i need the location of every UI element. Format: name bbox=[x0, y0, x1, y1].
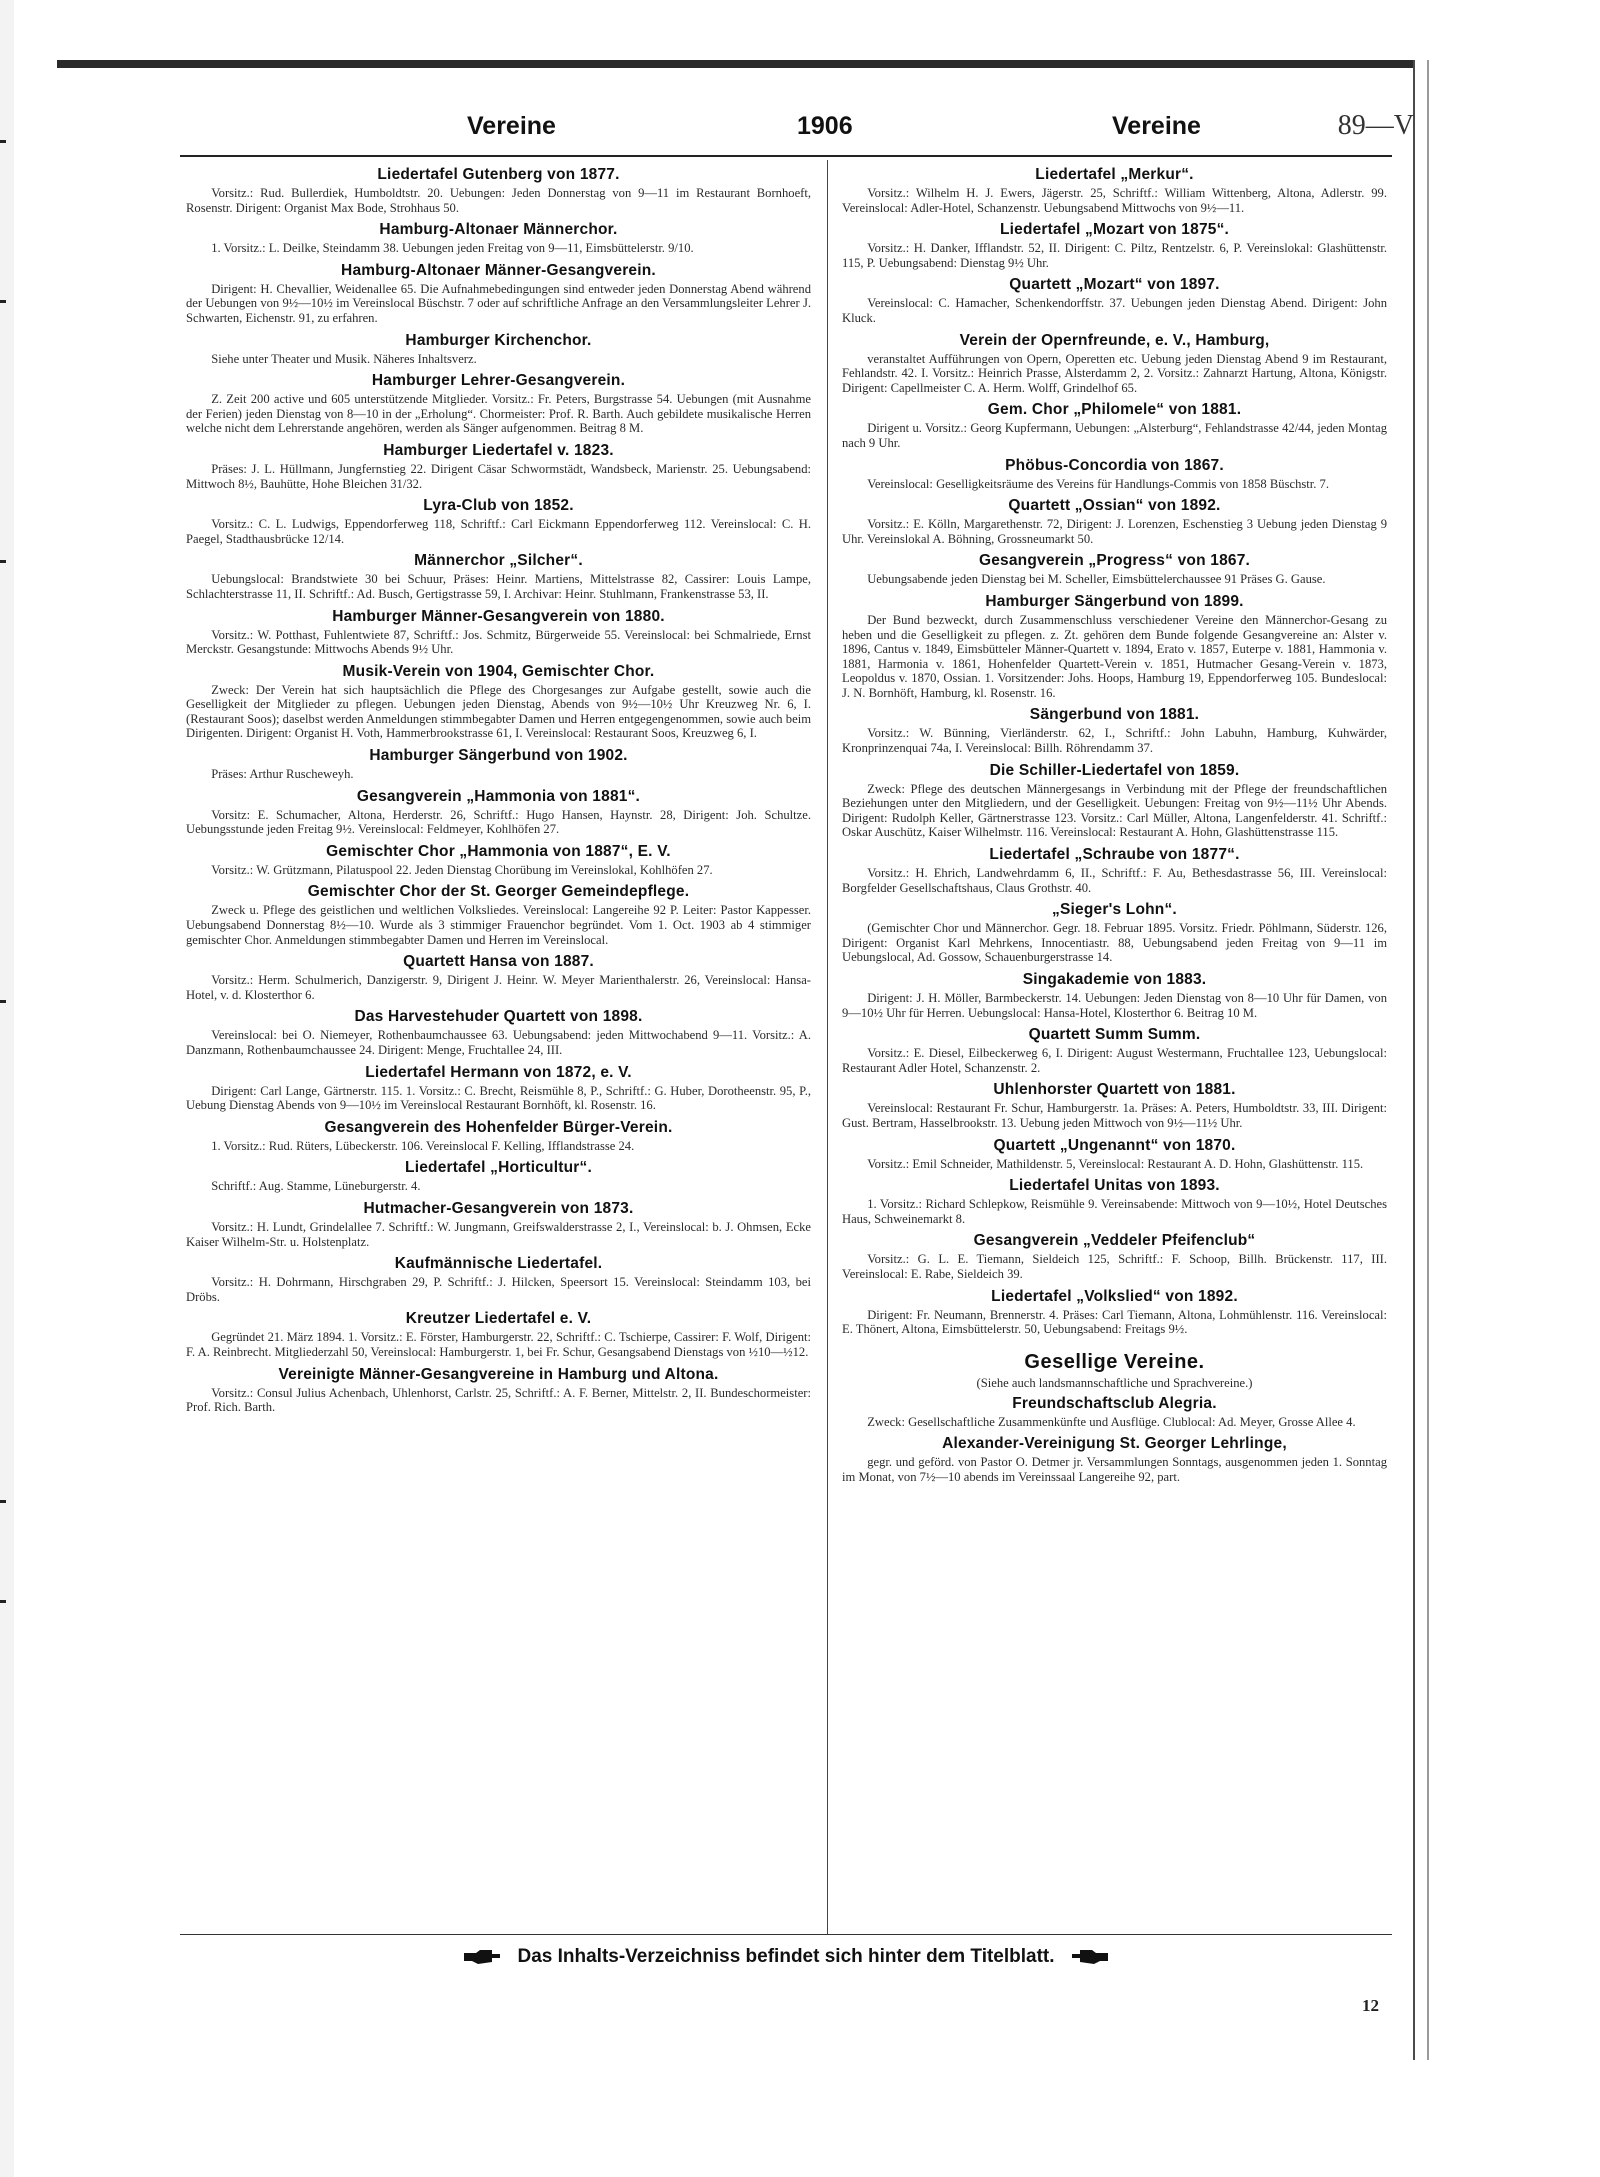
entry-title: Liedertafel Gutenberg von 1877. bbox=[377, 166, 620, 183]
entry-title: Hamburg-Altonaer Männerchor. bbox=[379, 221, 618, 239]
footer-note-text: Das Inhalts-Verzeichniss befindet sich hinter dem Titelblatt. bbox=[517, 1946, 1055, 1967]
directory-entry bbox=[842, 497, 1387, 546]
entry-title: Uhlenhorster Quartett von 1881. bbox=[993, 1081, 1236, 1099]
entry-body: Vorsitz.: H. Lundt, Grindelallee 7. Schriftf.: W. Jungmann, Greifswalderstrasse 2, I., Vereinslocal: b. J. Ohmsen, Ecke Kaiser Wilhelm-Str. u. Holstenplatz. bbox=[186, 1219, 811, 1249]
entry-body: Vorsitz.: C. L. Ludwigs, Eppendorferweg 118, Schriftf.: Carl Eickmann Eppendorferweg 112. Vereinslocal: C. H. Paegel, Stadthausbrücke 12/14. bbox=[186, 517, 811, 546]
bottom-rule bbox=[180, 1934, 1392, 1935]
scan-left-edge bbox=[0, 0, 14, 2177]
entry-body: Zweck: Pflege des deutschen Männergesangs in Verbindung mit der Pflege der freundschaftlichen Beziehungen unter den Mitgliedern, und der Geselligkeit. Uebungen: Freitag von 9½—11½ Uhr Abends. Dirigent: Rudolph Keller, Gärtnerstrasse 123. Vorsitz.: Carl Müller, Altona, Langenfelderstr. 41. Schriftf.: Oskar Auschütz, Kaiser Wilhelmstr. 116. Vereinslocal: Restaurant A. Hohn, Glashüttenstrasse 115. bbox=[842, 781, 1387, 840]
entry-title: Gesangverein „Hammonia von 1881“. bbox=[356, 787, 641, 805]
entry-body: 1. Vorsitz.: Rud. Rüters, Lübeckerstr. 106. Vereinslocal F. Kelling, Ifflandstrasse 24. bbox=[211, 1138, 635, 1153]
page-header bbox=[127, 112, 1422, 152]
entry-body: Vorsitz.: H. Danker, Ifflandstr. 52, II. Dirigent: C. Piltz, Rentzelstr. 6, P. Vereinslokal: Glashüttenstr. 115, P. Uebungsabend: Dienstag 9½ Uhr. bbox=[842, 241, 1387, 270]
entry-body: Vorsitz.: G. L. E. Tiemann, Sieldeich 125, Schriftf.: F. Schoop, Billh. Brückenstr. 117, III. Vereinslocal: E. Rabe, Sieldeich 39. bbox=[842, 1252, 1387, 1281]
header-year: 1906 bbox=[797, 112, 853, 140]
entry-title: Quartett „Ossian“ von 1892. bbox=[1008, 497, 1221, 515]
directory-entry bbox=[186, 843, 811, 878]
directory-entry bbox=[842, 1026, 1387, 1075]
directory-entry bbox=[842, 1395, 1387, 1430]
entry-body: Vorsitz.: Rud. Bullerdiek, Humboldtstr. 20. Uebungen: Jeden Donnerstag von 9—11 im Restaurant Bornhoeft, Rosenstr. Dirigent: Organist Max Bode, Strohhaus 50. bbox=[186, 186, 811, 215]
directory-entry bbox=[186, 332, 811, 367]
directory-entry bbox=[842, 552, 1387, 587]
entry-body: Siehe unter Theater und Musik. Näheres Inhaltsverz. bbox=[211, 351, 477, 366]
entry-title: Hamburger Lehrer-Gesangverein. bbox=[371, 372, 626, 390]
entry-title: Das Harvestehuder Quartett von 1898. bbox=[354, 1008, 643, 1026]
entry-body: Vorsitz.: E. Diesel, Eilbeckerweg 6, I. Dirigent: August Westermann, Fruchtallee 123, Uebungslocal: Restaurant Adler Hotel, Schanzenstr. 2. bbox=[842, 1046, 1387, 1075]
directory-entry bbox=[186, 788, 811, 837]
entry-body: Schriftf.: Aug. Stamme, Lüneburgerstr. 4. bbox=[211, 1179, 421, 1194]
entry-body: Vorsitz: E. Schumacher, Altona, Herderstr. 26, Schriftf.: Hugo Hansen, Haynstr. 28, Dirigent: Joh. Schultze. Uebungsstunde jeden Freitag 9½. Vereinslocal: Feldmeyer, Kohlhöfen 27. bbox=[186, 807, 811, 837]
entry-body: Vereinslocal: Geselligkeitsräume des Vereins für Handlungs-Commis von 1858 Büschstr. 7. bbox=[867, 476, 1330, 491]
entry-title: Freundschaftsclub Alegria. bbox=[1012, 1394, 1217, 1412]
entry-title: Kreutzer Liedertafel e. V. bbox=[405, 1310, 592, 1328]
right-column bbox=[842, 166, 1387, 1491]
directory-entry bbox=[842, 1137, 1387, 1172]
entry-title: Gesangverein „Veddeler Pfeifenclub“ bbox=[973, 1232, 1256, 1250]
entry-body: Vorsitz.: Emil Schneider, Mathildenstr. 5, Vereinslocal: Restaurant A. D. Hohn, Glashüttenstr. 115. bbox=[867, 1156, 1364, 1171]
entry-title: Singakademie von 1883. bbox=[1022, 971, 1207, 988]
header-rule bbox=[180, 155, 1392, 157]
entry-body: Vereinslocal: C. Hamacher, Schenkendorffstr. 37. Uebungen jeden Dienstag Abend. Dirigent: John Kluck. bbox=[842, 296, 1387, 325]
directory-entry bbox=[186, 442, 811, 491]
entry-title: Sängerbund von 1881. bbox=[1029, 706, 1200, 724]
entry-title: Gesangverein „Progress“ von 1867. bbox=[978, 552, 1251, 570]
directory-entry bbox=[186, 953, 811, 1002]
entry-title: Liedertafel „Schraube von 1877“. bbox=[989, 846, 1240, 864]
entry-body: Dirigent: Carl Lange, Gärtnerstr. 115. 1. Vorsitz.: C. Brecht, Reismühle 8, P., Schriftf.: G. Huber, Dorotheenstr. 95, P., Uebung Dienstag Abends von 9—10½ im Vereinslocal Restaurant Bornhöft, kl. Rosenstr. 16. bbox=[186, 1083, 811, 1113]
entry-body: Dirigent: Fr. Neumann, Brennerstr. 4. Präses: Carl Tiemann, Altona, Lohmühlenstr. 116. Vereinslocal: E. Thönert, Altona, Eimsbüttelerstr. 50, Uebungsabend: Freitags 9½. bbox=[842, 1307, 1387, 1337]
entry-body: Zweck: Der Verein hat sich hauptsächlich die Pflege des Chorgesanges zur Aufgabe gestellt, sowie auch die Geselligkeit der Mitglieder zu pflegen. Uebungen jeden Dienstag, Abends von 9½—10½ Uhr Kreuzweg Nr. 6, I. (Restaurant Soos); daselbst werden Anmeldungen stimmbegabter Damen und Herren entgegengenommen, sowie auch beim Dirigenten. Dirigent: Organist H. Voth, Hammerbrookstrasse 61, I. Vereinslocal: Restaurant Soos, Kreuzweg 6, I. bbox=[186, 682, 811, 741]
entry-body: Uebungslocal: Brandstwiete 30 bei Schuur, Präses: Heinr. Martiens, Mittelstrasse 82, Cassirer: Louis Lampe, Schlachterstrasse 11, II. Schriftf.: Ad. Busch, Gertigstrasse 59, I. Archivar: Heinr. Stuhlmann, Frankenstrasse 53, II. bbox=[186, 572, 811, 601]
directory-entry bbox=[842, 332, 1387, 396]
section-note: (Siehe auch landsmannschaftliche und Sprachvereine.) bbox=[976, 1375, 1253, 1390]
directory-entry bbox=[186, 1255, 811, 1304]
directory-entry bbox=[186, 166, 811, 215]
pointing-hand-icon bbox=[462, 1947, 502, 1967]
entry-title: Hamburger Sängerbund von 1902. bbox=[369, 747, 628, 765]
pointing-hand-icon bbox=[1070, 1947, 1110, 1967]
entry-body: Dirigent u. Vorsitz.: Georg Kupfermann, Uebungen: „Alsterburg“, Fehlandstrasse 42/44, jeden Montag nach 9 Uhr. bbox=[842, 421, 1387, 450]
directory-entry bbox=[186, 262, 811, 326]
directory-entry bbox=[842, 1288, 1387, 1337]
entry-body: Vorsitz.: H. Ehrich, Landwehrdamm 6, II., Schriftf.: F. Au, Bethesdastrasse 56, III. Vereinslocal: Borgfelder Gesellschaftshaus, Claus Grothstr. 40. bbox=[842, 866, 1387, 895]
directory-entry bbox=[842, 221, 1387, 270]
directory-entry bbox=[842, 166, 1387, 215]
entry-body: Vorsitz.: Wilhelm H. J. Ewers, Jägerstr. 25, Schriftf.: William Wittenberg, Altona, Adlerstr. 99. Vereinslocal: Adler-Hotel, Schanzenstr. Uebungsabend Mittwochs von 9½—11. bbox=[842, 186, 1387, 215]
directory-entry bbox=[842, 1435, 1387, 1484]
directory-entry bbox=[186, 552, 811, 601]
entry-title: Lyra-Club von 1852. bbox=[423, 497, 574, 515]
entry-body: Z. Zeit 200 active und 605 unterstützende Mitglieder. Vorsitz.: Fr. Peters, Burgstrasse 54. Uebungen (mit Ausnahme der Ferien) jeden Dienstag von 8—10 in der „Erholung“. Chormeister: Prof. R. Barth. Auch gebildete musikalische Herren welche nicht dem Lehrerstande angehören, werden als Sänger aufgenommen. Beitrag 8 M. bbox=[186, 392, 811, 436]
entry-body: Vorsitz.: W. Potthast, Fuhlentwiete 87, Schriftf.: Jos. Schmitz, Bürgerweide 55. Vereinslocal: bei Schmalriede, Ernst Merckstr. Gesangstunde: Mittwochs Abends 9½ Uhr. bbox=[186, 627, 811, 657]
entry-body: 1. Vorsitz.: Richard Schlepkow, Reismühle 9. Vereinsabende: Mittwoch von 9—10½, Hotel Deutsches Haus, Schweinemarkt 8. bbox=[842, 1197, 1387, 1226]
directory-entry bbox=[842, 1177, 1387, 1226]
entry-title: Liedertafel Unitas von 1893. bbox=[1009, 1177, 1220, 1195]
entry-body: Vorsitz.: E. Kölln, Margarethenstr. 72, Dirigent: J. Lorenzen, Eschenstieg 3 Uebung jeden Dienstag 9 Uhr. Vereinslokal A. Böhning, Grossneumarkt 50. bbox=[842, 517, 1387, 546]
directory-entry bbox=[186, 372, 811, 436]
entry-title: Hamburger Männer-Gesangverein von 1880. bbox=[332, 607, 665, 625]
entry-title: Musik-Verein von 1904, Gemischter Chor. bbox=[342, 662, 655, 680]
page-edge bbox=[1413, 60, 1429, 2060]
entry-title: Phöbus-Concordia von 1867. bbox=[1005, 456, 1224, 474]
entry-title: Verein der Opernfreunde, e. V., Hamburg, bbox=[959, 331, 1270, 349]
entry-title: Gemischter Chor „Hammonia von 1887“, E. V. bbox=[326, 842, 671, 860]
entry-body: Zweck: Gesellschaftliche Zusammenkünfte und Ausflüge. Clublocal: Ad. Meyer, Grosse Allee 4. bbox=[867, 1414, 1356, 1429]
entry-title: Hamburg-Altonaer Männer-Gesangverein. bbox=[341, 261, 656, 279]
directory-entry bbox=[186, 608, 811, 657]
directory-entry bbox=[186, 1008, 811, 1057]
entry-body: Vereinslocal: bei O. Niemeyer, Rothenbaumchaussee 63. Uebungsabend: jeden Mittwochabend 9—11. Vorsitz.: A. Danzmann, Rothenbaumchaussee 24. Dirigent: Menge, Fruchtallee 24, III. bbox=[186, 1028, 811, 1057]
entry-title: Quartett Summ Summ. bbox=[1028, 1026, 1201, 1044]
directory-entry bbox=[186, 1159, 811, 1194]
directory-entry bbox=[186, 883, 811, 947]
entry-title: Quartett „Ungenannt“ von 1870. bbox=[993, 1136, 1236, 1154]
column-divider bbox=[827, 160, 828, 1935]
entry-body: veranstaltet Aufführungen von Opern, Operetten etc. Uebung jeden Dienstag Abend 9 im Restaurant, Fehlandstr. 42. I. Vorsitz.: Heinrich Prasse, Alsterdamm 2, 2. Vorsitz.: Zahnarzt Hartung, Altona, Königstr. Dirigent: Capellmeister C. A. Herm. Wolff, Grindelhof 65. bbox=[842, 351, 1387, 395]
entry-title: Quartett „Mozart“ von 1897. bbox=[1009, 276, 1220, 294]
entry-title: Liedertafel „Mozart von 1875“. bbox=[999, 221, 1230, 239]
directory-entry bbox=[186, 747, 811, 782]
directory-entry bbox=[186, 1366, 811, 1415]
entry-title: Liedertafel „Volkslied“ von 1892. bbox=[991, 1287, 1238, 1305]
directory-entry bbox=[186, 1200, 811, 1249]
directory-entry bbox=[842, 1232, 1387, 1281]
entry-body: Vorsitz.: Herm. Schulmerich, Danzigerstr. 9, Dirigent J. Heinr. W. Meyer Marienthalerstr. 26, Vereinslocal: Hansa-Hotel, v. d. Klosterthor 6. bbox=[186, 973, 811, 1002]
entry-title: Quartett Hansa von 1887. bbox=[403, 953, 594, 971]
entry-title: Hutmacher-Gesangverein von 1873. bbox=[363, 1199, 634, 1217]
directory-entry bbox=[186, 497, 811, 546]
entry-title: Liedertafel „Horticultur“. bbox=[405, 1159, 592, 1177]
entry-body: Zweck u. Pflege des geistlichen und weltlichen Volksliedes. Vereinslocal: Langereihe 92 P. Leiter: Pastor Kappesser. Uebungsabend Donnerstag 8½—10. Wurde als 3 stimmiger Frauenchor begründet. Vom 1. Oct. 1903 ab 4 stimmiger gemischter Chor. Anmeldungen stimmbegabter Damen und Herren im Vereinslocal. bbox=[186, 903, 811, 947]
entry-body: Präses: J. L. Hüllmann, Jungfernstieg 22. Dirigent Cäsar Schwormstädt, Wandsbeck, Marienstr. 25. Uebungsabend: Mittwoch 8½, Bauhütte, Hohe Bleichen 31/32. bbox=[186, 461, 811, 491]
directory-entry bbox=[842, 706, 1387, 755]
directory-entry bbox=[186, 1119, 811, 1154]
directory-entry bbox=[842, 846, 1387, 895]
entry-body: Dirigent: H. Chevallier, Weidenallee 65. Die Aufnahmebedingungen sind entweder jeden Donnerstag Abend während der Uebungen von 9½—10½ im Vereinslocal Büschstr. 7 oder auf schriftliche Anfrage an den Versammlungsleiter Lehrer J. Schwarten, Eichenstr. 91, zu erfahren. bbox=[186, 281, 811, 325]
directory-entry bbox=[186, 1310, 811, 1359]
entry-title: Gesangverein des Hohenfelder Bürger-Verein. bbox=[324, 1118, 673, 1136]
directory-entry bbox=[842, 457, 1387, 492]
directory-entry bbox=[186, 1064, 811, 1113]
entry-body: Gegründet 21. März 1894. 1. Vorsitz.: E. Förster, Hamburgerstr. 22, Schriftf.: C. Tschierpe, Cassirer: F. Wolf, Dirigent: F. A. Reinbrecht. Mitgliederzahl 50, Vereinslocal: Hamburgerstr. 1, bei Fr. Schur, Gesangsabend Dienstags von ½10—½12. bbox=[186, 1330, 811, 1359]
entry-title: Kaufmännische Liedertafel. bbox=[394, 1255, 603, 1273]
header-left-title: Vereine bbox=[467, 112, 556, 140]
entry-title: Hamburger Kirchenchor. bbox=[405, 331, 592, 349]
entry-title: Gem. Chor „Philomele“ von 1881. bbox=[987, 401, 1242, 419]
entry-title: Hamburger Sängerbund von 1899. bbox=[985, 592, 1244, 610]
entry-body: Vorsitz.: H. Dohrmann, Hirschgraben 29, P. Schriftf.: J. Hilcken, Speersort 15. Vereinslocal: Steindamm 103, bei Dröbs. bbox=[186, 1275, 811, 1304]
entry-body: Vorsitz.: W. Grützmann, Pilatuspool 22. Jeden Dienstag Chorübung im Vereinslokal, Kohlhöfen 27. bbox=[211, 862, 713, 877]
directory-entry bbox=[842, 762, 1387, 840]
entry-title: Vereinigte Männer-Gesangvereine in Hamburg und Altona. bbox=[278, 1365, 719, 1383]
entry-body: gegr. und geförd. von Pastor O. Detmer jr. Versammlungen Sonntags, ausgenommen jeden 1. Sonntag im Monat, von 7½—10 abends im Vereinssaal Langereihe 92, part. bbox=[842, 1455, 1387, 1484]
header-right-title: Vereine bbox=[1112, 112, 1201, 140]
entry-title: „Sieger's Lohn“. bbox=[1052, 901, 1177, 919]
directory-entry bbox=[186, 221, 811, 256]
directory-entry bbox=[842, 593, 1387, 701]
entry-title: Männerchor „Silcher“. bbox=[414, 552, 583, 570]
entry-title: Hamburger Liedertafel v. 1823. bbox=[383, 441, 614, 459]
directory-entry bbox=[842, 276, 1387, 325]
page-number: 12 bbox=[1362, 1996, 1379, 2015]
directory-entry bbox=[186, 663, 811, 741]
directory-entry bbox=[842, 971, 1387, 1020]
footer-note bbox=[180, 1940, 1392, 1974]
directory-entry bbox=[842, 401, 1387, 450]
entry-body: Vorsitz.: Consul Julius Achenbach, Uhlenhorst, Carlstr. 25, Schriftf.: A. F. Berner, Mittelstr. 2, II. Bundeschormeister: Prof. Rich. Barth. bbox=[186, 1385, 811, 1415]
entry-title: Die Schiller-Liedertafel von 1859. bbox=[989, 761, 1240, 779]
directory-entry bbox=[842, 1081, 1387, 1130]
entry-body: Dirigent: J. H. Möller, Barmbeckerstr. 14. Uebungen: Jeden Dienstag von 8—10 Uhr für Damen, von 9—10½ Uhr für Herren. Uebungslocal: Hansa-Hotel, Klosterthor 6. Beitrag 10 M. bbox=[842, 991, 1387, 1020]
entry-title: Liedertafel „Merkur“. bbox=[1035, 166, 1194, 183]
entry-body: Der Bund bezweckt, durch Zusammenschluss verschiedener Vereine den Männerchor-Gesang zu heben und die Geselligkeit zu pflegen. z. Zt. gehören dem Bunde folgende Gesangvereine an: Alster v. 1896, Cantus v. 1849, Eimsbütteler Männer-Quartett v. 1894, Erato v. 1857, Euterpe v. 1881, Hammonia v. 1881, Harmonia v. 1861, Hohenfelder Quartett-Verein v. 1851, Hutmacher Gesang-Verein v. 1873, Leopoldus v. 1870, Ossian. 1. Vorsitzender: Johs. Hoops, Hamburg 19, Eppendorferweg 105. Bundeslocal: J. N. Bornhöft, Hamburg, kl. Rosenstr. 16. bbox=[842, 612, 1387, 700]
entry-title: Gemischter Chor der St. Georger Gemeindepflege. bbox=[307, 883, 690, 901]
entry-body: Uebungsabende jeden Dienstag bei M. Scheller, Eimsbüttelerchaussee 91 Präses G. Gause. bbox=[867, 572, 1326, 587]
header-page-ref: 89—V bbox=[1337, 110, 1414, 141]
entry-body: Präses: Arthur Ruscheweyh. bbox=[211, 767, 354, 782]
left-column bbox=[186, 166, 811, 1421]
entry-body: (Gemischter Chor und Männerchor. Gegr. 18. Februar 1895. Vorsitz. Friedr. Pöhlmann, Süderstr. 126, Dirigent: Organist Karl Mehrkens, Innocentiastr. 88, Uebungsabend jeden Freitag von 9—11 im Uebungslocal, Ad. Gossow, Schauenburgerstrasse 14. bbox=[842, 921, 1387, 965]
entry-body: Vereinslocal: Restaurant Fr. Schur, Hamburgerstr. 1a. Präses: A. Peters, Humboldtstr. 33, III. Dirigent: Gust. Bertram, Hasselbrookstr. 13. Uebung jeden Mittwoch von 9½—11½ Uhr. bbox=[842, 1101, 1387, 1130]
entry-title: Alexander-Vereinigung St. Georger Lehrlinge, bbox=[942, 1435, 1287, 1453]
entry-title: Liedertafel Hermann von 1872, e. V. bbox=[365, 1063, 632, 1081]
section-title: Gesellige Vereine. bbox=[1024, 1350, 1205, 1373]
entry-body: 1. Vorsitz.: L. Deilke, Steindamm 38. Uebungen jeden Freitag von 9—11, Eimsbüttelerstr. 9/10. bbox=[211, 241, 694, 256]
entry-body: Vorsitz.: W. Bünning, Vierländerstr. 62, I., Schriftf.: John Labuhn, Hamburg, Kuhwärder, Kronprinzenquai 74a, I. Vereinslocal: Billh. Röhrendamm 37. bbox=[842, 726, 1387, 756]
directory-entry bbox=[842, 901, 1387, 965]
